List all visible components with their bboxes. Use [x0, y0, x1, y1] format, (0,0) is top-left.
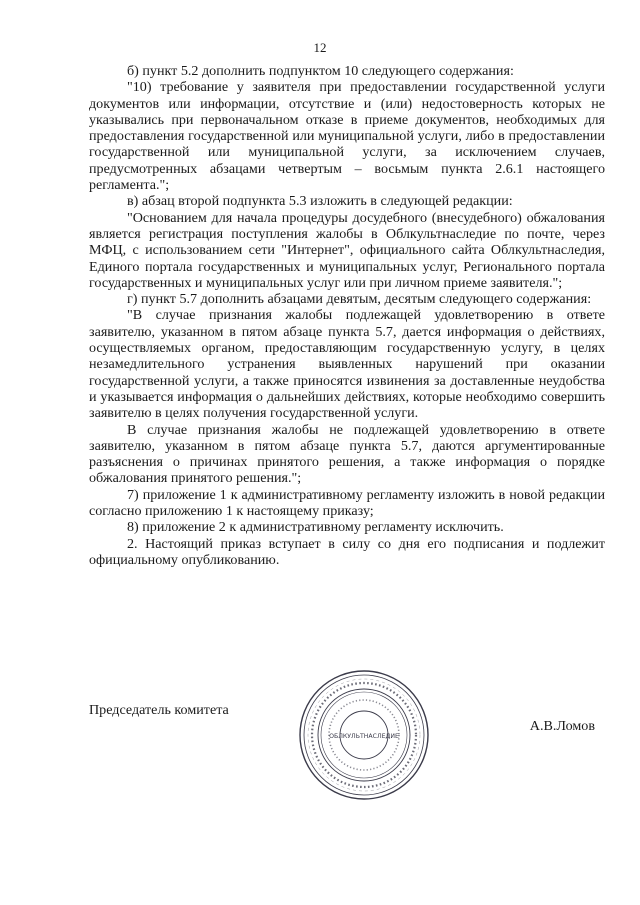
document-body	[89, 63, 605, 568]
page-number: 12	[313, 40, 327, 55]
signatory-name: А.В.Ломов	[529, 718, 595, 734]
paragraph-7: 7) приложение 1 к административному регламенту изложить в новой редакции согласно приложению 1 к настоящему приказу;	[89, 486, 605, 520]
paragraph-g-quote-2: В случае признания жалобы не подлежащей удовлетворению в ответе заявителю, указанном в пятом абзаце пункта 5.7, даются аргументированные разъяснения о причинах принятого решения, а также информация о порядке обжалования принятого решения.";	[89, 421, 605, 487]
seal-center-text: ОБЛКУЛЬТНАСЛЕДИЕ	[329, 733, 399, 740]
paragraph-8: 8) приложение 2 к административному регламенту исключить.	[127, 519, 504, 536]
paragraph-2: 2. Настоящий приказ вступает в силу со дня его подписания и подлежит официальному опубликованию.	[89, 535, 605, 568]
paragraph-g: г) пункт 5.7 дополнить абзацами девятым, десятым следующего содержания:	[127, 291, 592, 308]
paragraph-g-quote-1: "В случае признания жалобы подлежащей удовлетворению в ответе заявителю, указанном в пятом абзаце пункта 5.7, дается информация о действиях, осуществляемых органом, предоставляющим государственную услугу, в целях незамедлительного устранения выявленных нарушений при оказании государственной услуги, а также приносятся извинения за доставленные неудобства и указывается информация о дальнейших действиях, которые необходимо совершить заявителю в целях получения государственной услуги.	[89, 307, 605, 422]
paragraph-b: б) пункт 5.2 дополнить подпунктом 10 следующего содержания:	[127, 63, 514, 79]
paragraph-v-quote: "Основанием для начала процедуры досудебного (внесудебного) обжалования является регистрация поступления жалобы в Облкультнаследие по почте, через МФЦ, с использованием сети "Интернет", официального сайта Облкультнаследия, Единого портала государственных и муниципальных услуг, Регионального портала государственных и муниципальных услуг или при личном приеме заявителя.";	[89, 209, 605, 291]
signatory-title: Председатель комитета	[89, 702, 229, 718]
paragraph-b-quote: "10) требование у заявителя при предоставлении государственной услуги документов или информации, отсутствие и (или) недостоверность которых не указывались при первоначальном отказе в приеме документов, необходимых для предоставления государственной или муниципальной услуги, либо в предоставлении государственной или муниципальной услуги, за исключением случаев, предусмотренных абзацами четвертым – восьмым пункта 2.6.1 настоящего регламента.";	[89, 79, 605, 194]
official-seal-icon	[297, 668, 431, 802]
paragraph-v: в) абзац второй подпункта 5.3 изложить в следующей редакции:	[127, 193, 513, 210]
